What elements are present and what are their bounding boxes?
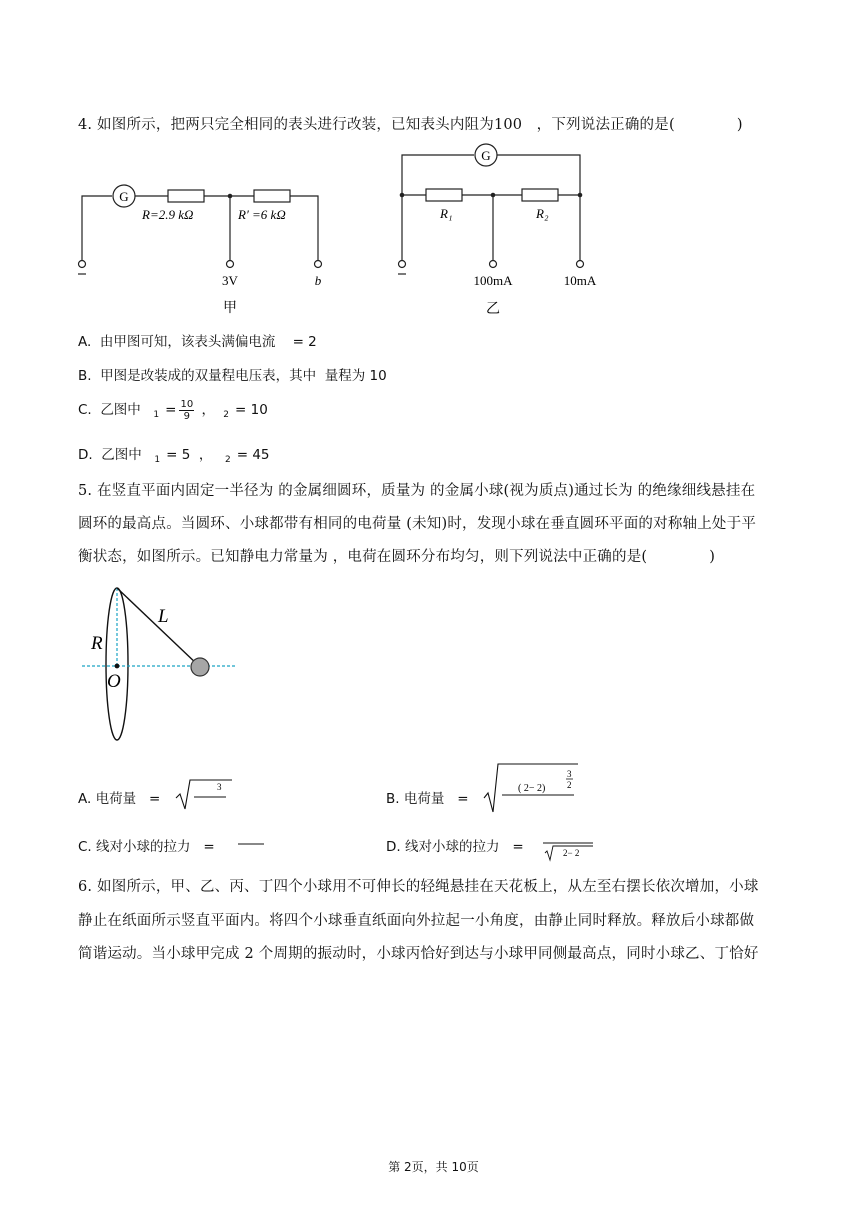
svg-text:2− 2: 2− 2: [563, 848, 580, 858]
q6-stem-line1: 6. 如图所示，甲、乙、丙、丁四个小球用不可伸长的轻绳悬挂在天花板上，从左至右摆长依次增加，小球: [78, 879, 759, 895]
q4-jia-r-label: R=2.9 kΩ: [142, 207, 194, 222]
q5-option-b[interactable]: B. 电荷量 =: [386, 791, 469, 807]
q5-option-d[interactable]: D. 线对小球的拉力 =: [386, 839, 524, 855]
page-footer: 第 2页，共 10页: [388, 1160, 479, 1174]
q4-yi-terminal-10ma: 10mA: [563, 273, 597, 288]
q4-jia-terminal-3v: 3V: [222, 273, 238, 288]
q5-stem-line2: 圆环的最高点。当圆环、小球都带有相同的电荷量 (未知)时，发现小球在垂直圆环平面的对称轴上处于平: [78, 516, 757, 532]
q6-stem-line3: 简谐运动。当小球甲完成 2 个周期的振动时，小球丙恰好到达与小球甲同侧最高点，同时小球乙、丁恰好: [78, 946, 759, 962]
q4-figure-jia: [70, 178, 340, 318]
q5-option-c-fraction: [236, 834, 266, 854]
q4-yi-r1-label: R₁: [440, 206, 453, 221]
q4-yi-g-label: G: [481, 148, 491, 163]
q4-jia-caption: 甲: [223, 301, 237, 316]
q4-yi-caption: 乙: [486, 302, 500, 317]
svg-text:2: 2: [567, 780, 572, 790]
q4-yi-r2-label: R₂: [536, 206, 549, 221]
q5-option-b-radical: [482, 762, 582, 814]
q4-option-c[interactable]: C. 乙图中 $_1$ = $\frac{10}{9}$ ， $_2$ = 10: [78, 398, 268, 422]
q4-stem: 4. 如图所示，把两只完全相同的表头进行改装，已知表头内阻为100 ，下列说法正确的是( ): [78, 117, 743, 133]
q5-fig-l-label: L: [158, 606, 169, 627]
q4-option-d[interactable]: D. 乙图中 $_1$ = 5 ， $_2$ = 45: [78, 447, 270, 465]
q4-option-a[interactable]: A. 由甲图可知，该表头满偏电流 = 2: [78, 334, 317, 350]
q4-jia-rprime-label: R′ =6 kΩ: [238, 207, 286, 222]
q5-fig-o-label: O: [107, 671, 121, 692]
q4-figure-yi: [390, 140, 610, 320]
q4-yi-terminal-100ma: 100mA: [473, 273, 513, 288]
q5-option-c[interactable]: C. 线对小球的拉力 =: [78, 839, 215, 855]
q5-option-a[interactable]: A. 电荷量 =: [78, 791, 161, 807]
svg-text:( 2− 2): ( 2− 2): [518, 783, 546, 794]
q4-option-b[interactable]: B. 甲图是改装成的双量程电压表，其中 量程为 10: [78, 368, 387, 384]
q5-stem-line1: 5. 在竖直平面内固定一半径为 的金属细圆环，质量为 的金属小球(视为质点)通过长为 的绝缘细线悬挂在: [78, 483, 756, 499]
q4-jia-g-label: G: [119, 189, 129, 204]
q5-fig-r-label: R: [91, 633, 103, 654]
q6-stem-line2: 静止在纸面所示竖直平面内。将四个小球垂直纸面向外拉起一小角度，由静止同时释放。释放后小球都做: [78, 913, 755, 929]
svg-text:3: 3: [567, 769, 572, 779]
q5-option-a-radical: [174, 776, 234, 812]
q5-figure-ring-pendulum: [78, 580, 248, 745]
svg-text:3: 3: [217, 782, 222, 792]
q4-jia-terminal-b: b: [314, 273, 322, 288]
q5-stem-line3: 衡状态，如图所示。已知静电力常量为 ，电荷在圆环分布均匀，则下列说法中正确的是( ): [78, 549, 716, 565]
q5-option-d-fraction: [541, 832, 597, 862]
